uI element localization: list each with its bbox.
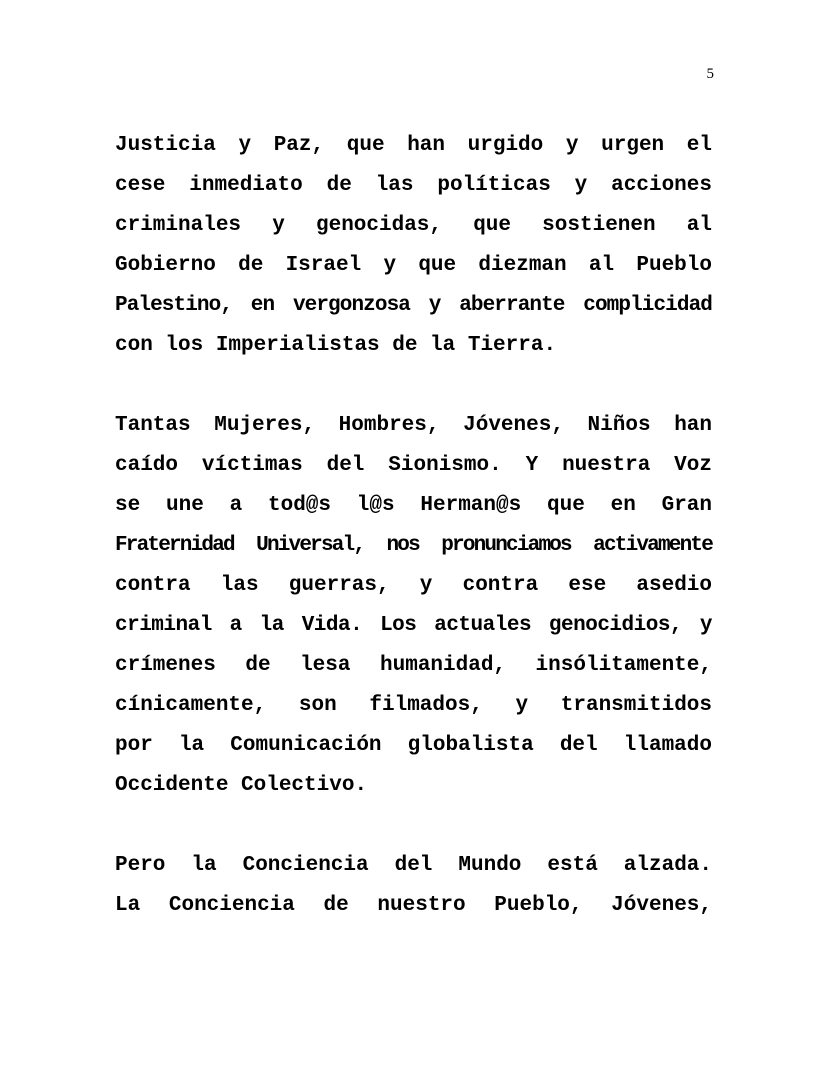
text-line: Tantas Mujeres, Hombres, Jóvenes, Niños han bbox=[115, 414, 712, 437]
text-line: contra las guerras, y contra ese asedio bbox=[115, 574, 712, 597]
text-line: cese inmediato de las políticas y acciones bbox=[115, 174, 712, 197]
text-line: con los Imperialistas de la Tierra. bbox=[115, 334, 557, 357]
text-line: Gobierno de Israel y que diezman al Pueblo bbox=[115, 254, 712, 277]
text-line: criminales y genocidas, que sostienen al bbox=[115, 214, 712, 237]
paragraph bbox=[115, 126, 712, 366]
text-line: por la Comunicación globalista del llamado bbox=[115, 734, 712, 757]
body-text bbox=[115, 126, 712, 966]
text-line: Justicia y Paz, que han urgido y urgen el bbox=[115, 134, 712, 157]
text-line: Pero la Conciencia del Mundo está alzada. bbox=[115, 854, 712, 877]
text-line: se une a tod@s l@s Herman@s que en Gran bbox=[115, 494, 712, 517]
text-line: Palestino, en vergonzosa y aberrante complicidad bbox=[115, 294, 712, 317]
text-line: cínicamente, son filmados, y transmitidos bbox=[115, 694, 712, 717]
text-line: criminal a la Vida. Los actuales genocidios, y bbox=[115, 614, 712, 637]
paragraph bbox=[115, 406, 712, 806]
page-number: 5 bbox=[706, 66, 714, 82]
text-line: Fraternidad Universal, nos pronunciamos activamente bbox=[115, 534, 712, 557]
text-line: caído víctimas del Sionismo. Y nuestra Voz bbox=[115, 454, 712, 477]
text-line: Occidente Colectivo. bbox=[115, 774, 368, 797]
text-line: La Conciencia de nuestro Pueblo, Jóvenes, bbox=[115, 894, 712, 917]
paragraph bbox=[115, 846, 712, 926]
text-line: crímenes de lesa humanidad, insólitamente, bbox=[115, 654, 712, 677]
